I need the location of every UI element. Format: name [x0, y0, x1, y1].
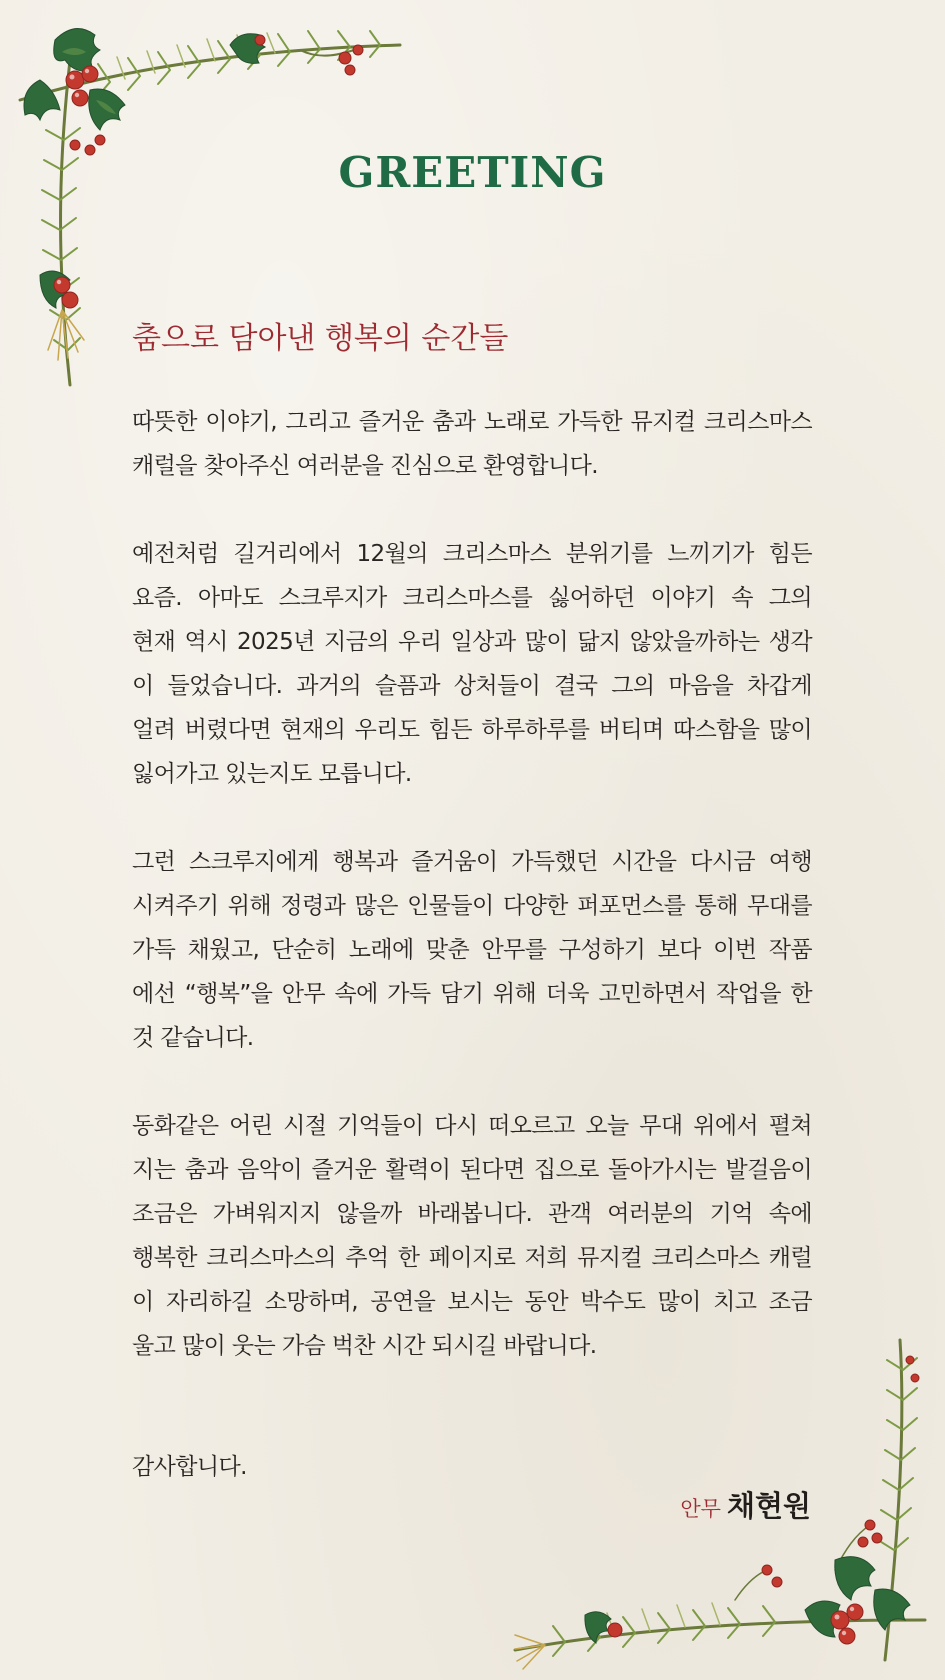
signature-name: 채현원: [726, 1489, 811, 1523]
closing-text: 감사합니다.: [132, 1454, 247, 1480]
paragraph-line: 행복한 크리스마스의 추억 한 페이지로 저희 뮤지컬 크리스마스 캐럴: [132, 1245, 812, 1271]
paragraph-line: 예전처럼 길거리에서 12월의 크리스마스 분위기를 느끼기가 힘든: [132, 541, 812, 567]
signature-role: 안무: [680, 1497, 721, 1521]
greeting-paragraph: [132, 400, 812, 488]
paragraph-line: 조금은 가벼워지지 않을까 바래봅니다. 관객 여러분의 기억 속에: [132, 1201, 812, 1227]
paragraph-line: 그런 스크루지에게 행복과 즐거움이 가득했던 시간을 다시금 여행: [132, 849, 812, 875]
paragraph-line: 이 들었습니다. 과거의 슬픔과 상처들이 결국 그의 마음을 차갑게: [132, 673, 812, 699]
paragraph-line: 가득 채웠고, 단순히 노래에 맞춘 안무를 구성하기 보다 이번 작품: [132, 937, 812, 963]
paragraph-line: 캐럴을 찾아주신 여러분을 진심으로 환영합니다.: [132, 453, 598, 479]
paragraph-line: 지는 춤과 음악이 즐거운 활력이 된다면 집으로 돌아가시는 발걸음이: [132, 1157, 812, 1183]
paragraph-line: 에선 “행복”을 안무 속에 가득 담기 위해 더욱 고민하면서 작업을 한: [132, 981, 812, 1007]
paragraph-line: 따뜻한 이야기, 그리고 즐거운 춤과 노래로 가득한 뮤지컬 크리스마스: [132, 409, 812, 435]
paragraph-line: 잃어가고 있는지도 모릅니다.: [132, 761, 412, 787]
paragraph-line: 이 자리하길 소망하며, 공연을 보시는 동안 박수도 많이 치고 조금: [132, 1289, 812, 1315]
greeting-paragraph: [132, 532, 812, 796]
greeting-paragraph: [132, 1104, 812, 1368]
paragraph-line: 시켜주기 위해 정령과 많은 인물들이 다양한 퍼포먼스를 통해 무대를: [132, 893, 812, 919]
paragraph-line: 얼려 버렸다면 현재의 우리도 힘든 하루하루를 버티며 따스함을 많이: [132, 717, 812, 743]
paragraph-line: 울고 많이 웃는 가슴 벅찬 시간 되시길 바랍니다.: [132, 1333, 597, 1359]
paragraph-line: 것 같습니다.: [132, 1025, 254, 1051]
greeting-body: [132, 400, 812, 1412]
page-subtitle: 춤으로 담아낸 행복의 순간들: [132, 321, 509, 356]
paragraph-line: 동화같은 어린 시절 기억들이 다시 떠오르고 오늘 무대 위에서 펼쳐: [132, 1113, 812, 1139]
page-title: GREETING: [338, 148, 607, 197]
paragraph-line: 요즘. 아마도 스크루지가 크리스마스를 싫어하던 이야기 속 그의: [132, 585, 812, 611]
greeting-paragraph: [132, 840, 812, 1060]
signature: [680, 1484, 811, 1525]
paragraph-line: 현재 역시 2025년 지금의 우리 일상과 많이 닮지 않았을까하는 생각: [132, 629, 812, 655]
